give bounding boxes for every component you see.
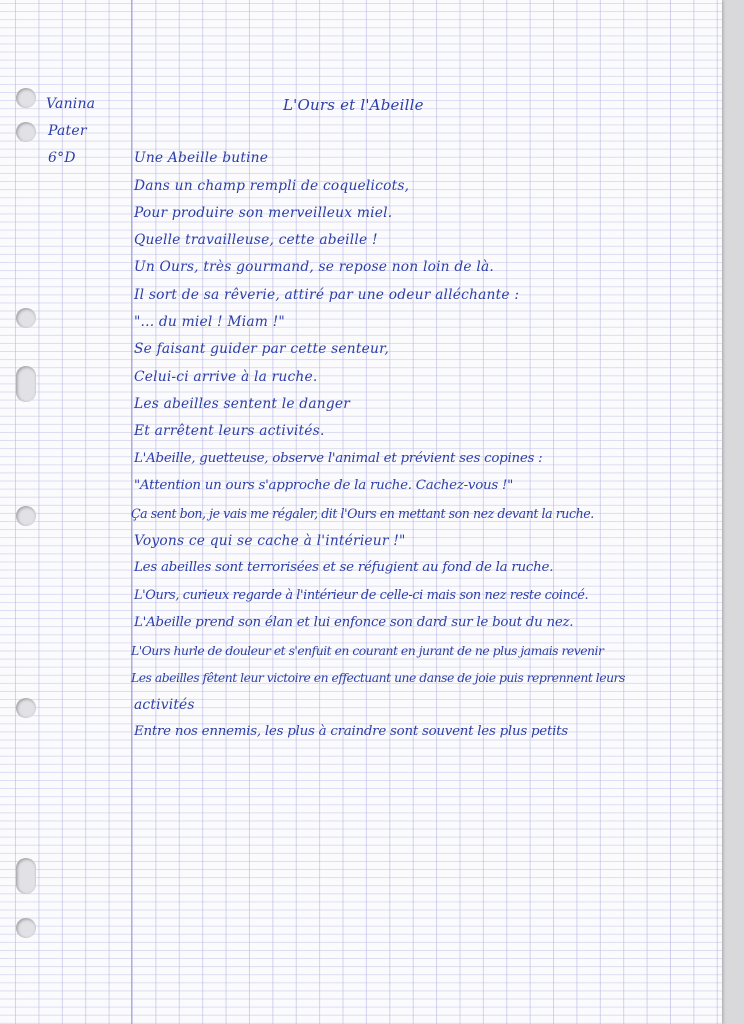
- author-last-name: Pater: [48, 123, 87, 139]
- binder-hole: [16, 858, 36, 894]
- poem-line: L'Ours, curieux regarde à l'intérieur de celle-ci mais son nez reste coincé.: [134, 588, 589, 603]
- poem-line: Pour produire son merveilleux miel.: [134, 205, 393, 221]
- poem-line: activités: [134, 697, 195, 713]
- poem-line: Se faisant guider par cette senteur,: [134, 341, 389, 357]
- poem-line: Un Ours, très gourmand, se repose non loin de là.: [134, 259, 494, 275]
- poem-line: Et arrêtent leurs activités.: [134, 423, 325, 439]
- binder-hole: [16, 308, 36, 328]
- poem-line: L'Abeille prend son élan et lui enfonce son dard sur le bout du nez.: [134, 615, 574, 630]
- poem-line: Dans un champ rempli de coquelicots,: [134, 178, 410, 194]
- poem-line: L'Abeille, guetteuse, observe l'animal et prévient ses copines :: [134, 451, 543, 466]
- author-first-name: Vanina: [46, 96, 96, 112]
- poem-line: Les abeilles sont terrorisées et se réfugient au fond de la ruche.: [134, 560, 554, 575]
- poem-line: Les abeilles fêtent leur victoire en effectuant une danse de joie puis reprennent leurs: [131, 670, 625, 685]
- binder-hole: [16, 698, 36, 718]
- poem-line: "Attention un ours s'approche de la ruche. Cachez-vous !": [134, 478, 514, 493]
- poem-line: L'Ours hurle de douleur et s'enfuit en courant en jurant de ne plus jamais revenir: [131, 643, 604, 658]
- poem-line: Les abeilles sentent le danger: [134, 396, 351, 412]
- poem-line: Une Abeille butine: [134, 150, 269, 166]
- binder-hole: [16, 918, 36, 938]
- poem-line: Ça sent bon, je vais me régaler, dit l'Ours en mettant son nez devant la ruche.: [131, 506, 594, 521]
- binder-hole: [16, 366, 36, 402]
- poem-line: Voyons ce qui se cache à l'intérieur !": [134, 533, 406, 549]
- poem-line: "... du miel ! Miam !": [134, 314, 285, 330]
- poem-line: Celui-ci arrive à la ruche.: [134, 369, 318, 385]
- poem-line: Entre nos ennemis, les plus à craindre sont souvent les plus petits: [134, 724, 568, 739]
- binder-hole: [16, 88, 36, 108]
- poem-title: L'Ours et l'Abeille: [283, 96, 424, 114]
- poem-line: Il sort de sa rêverie, attiré par une odeur alléchante :: [134, 287, 520, 303]
- binder-hole: [16, 506, 36, 526]
- author-class: 6°D: [48, 150, 76, 166]
- poem-line: Quelle travailleuse, cette abeille !: [134, 232, 378, 248]
- binder-hole: [16, 122, 36, 142]
